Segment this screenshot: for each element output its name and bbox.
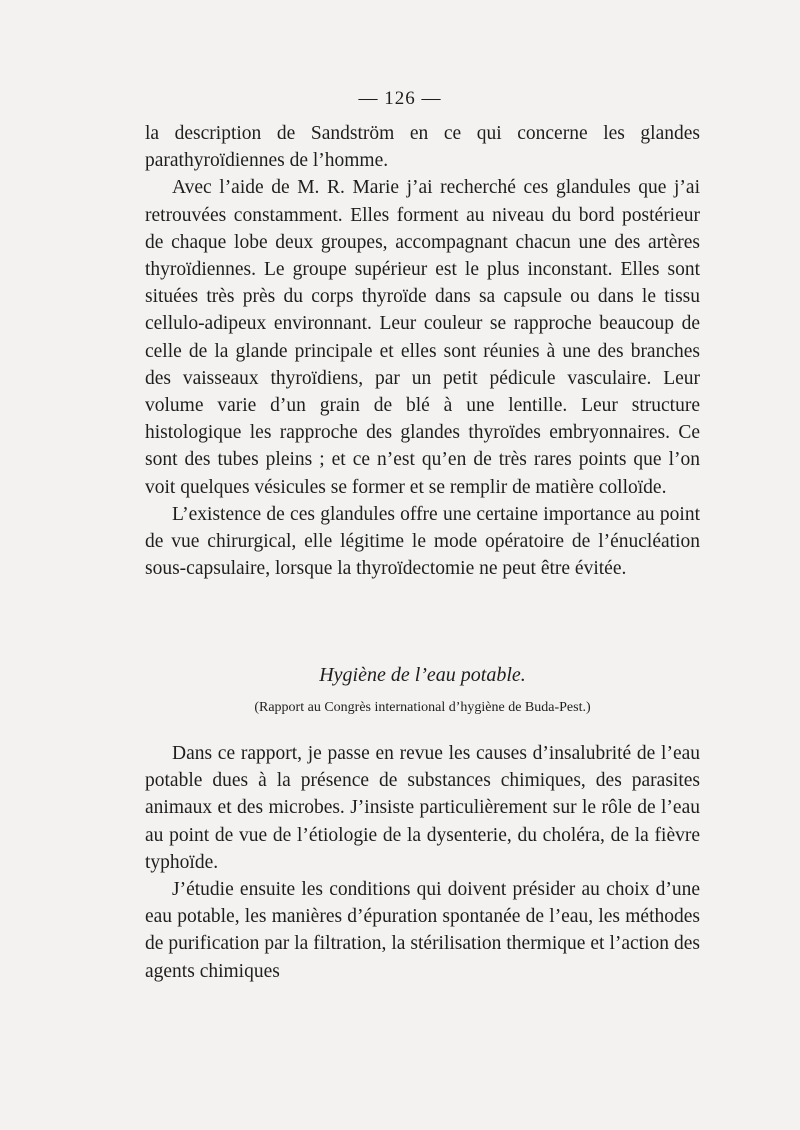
section-title: Hygiène de l’eau potable. <box>319 664 526 686</box>
page-number: — 126 — <box>358 88 442 109</box>
section-subtitle: (Rapport au Congrès international d’hygiène de Buda-Pest.) <box>254 700 591 715</box>
paragraph-rapport: Dans ce rapport, je passe en revue les causes d’insalubrité de l’eau potable dues à la présence de substances chimiques, des parasites animaux et des microbes. J’insiste particulièrement sur le rôle de l’eau au point de vue de l’étiologie de la dysenterie, du choléra, de la fièvre typhoïde. <box>145 743 700 873</box>
paragraph-glandules: Avec l’aide de M. R. Marie j’ai recherché ces glandules que j’ai retrouvées constamment. Elles forment au niveau du bord postérieur de chaque lobe deux groupes, accompagnant chacun une des artères thyroïdiennes. Le groupe supérieur est le plus inconstant. Elles sont situées très près du corps thyroïde dans sa capsule ou dans le tissu cellulo-adipeux environnant. Leur couleur se rapproche beaucoup de celle de la glande principale et elles sont réunies à une des branches des vaisseaux thyroïdiens, par un petit pédicule vasculaire. Leur volume varie d’un grain de blé à une lentille. Leur structure histologique les rapproche des glandes thyroïdes embryonnaires. Ce sont des tubes pleins ; et ce n’est qu’en de très rares points que l’on voit quelques vésicules se former et se remplir de matière colloïde. <box>145 177 700 498</box>
paragraph-chirurgical: L’existence de ces glandules offre une certaine importance au point de vue chirurgical, elle légitime le mode opératoire de l’énucléation sous-capsulaire, lorsque la thyroïdectomie ne peut être évitée. <box>145 503 700 580</box>
paragraph-etude: J’étudie ensuite les conditions qui doivent présider au choix d’une eau potable, les manières d’épuration spontanée de l’eau, les méthodes de purification par la filtration, la stérilisation thermique et l’action des agents chimiques <box>145 879 700 982</box>
text-block-bottom <box>145 740 700 985</box>
text-block-top <box>145 120 700 582</box>
paragraph-continuation: la description de Sandström en ce qui concerne les glandes parathyroïdiennes de l’homme. <box>145 123 700 172</box>
